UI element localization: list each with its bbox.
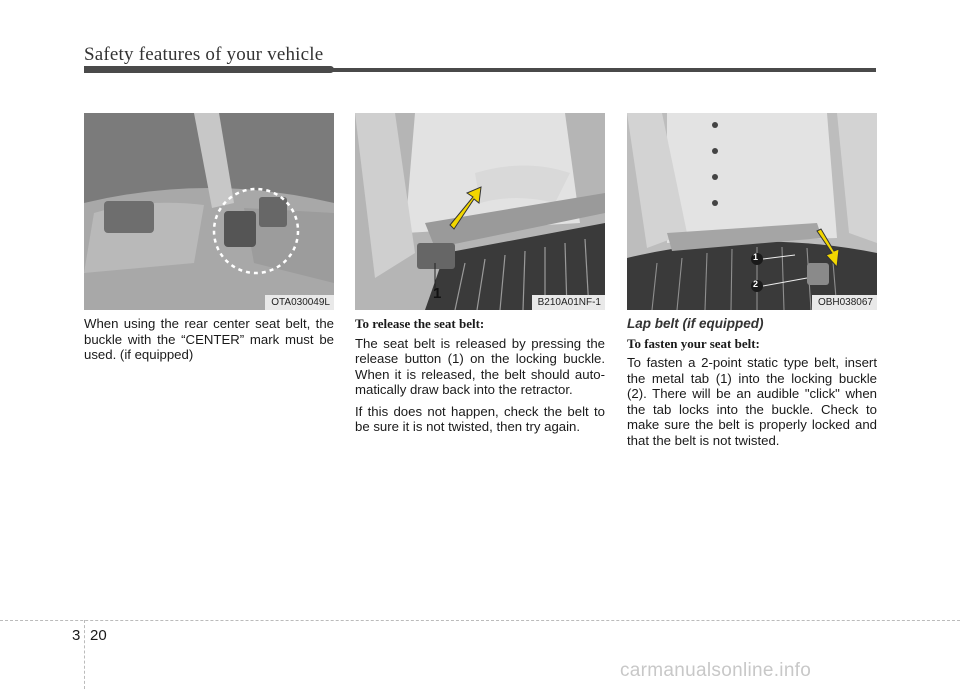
footer-divider bbox=[84, 620, 85, 689]
release-heading: To release the seat belt: bbox=[355, 316, 485, 331]
column-release-belt bbox=[355, 316, 605, 441]
lap-belt-illustration bbox=[627, 113, 877, 310]
callout-2: 2 bbox=[753, 279, 759, 289]
figure-lap-belt bbox=[627, 113, 877, 310]
figure-release-belt bbox=[355, 113, 605, 310]
page-number: 20 bbox=[90, 627, 107, 644]
figure-code: OTA030049L bbox=[265, 295, 334, 310]
buckle-illustration bbox=[84, 113, 334, 310]
footer-rule bbox=[0, 620, 960, 621]
release-paragraph-1: The seat belt is released by pressing the release button (1) on the locking buckle. When it is released, the belt should auto-matically draw back into the retractor. bbox=[355, 335, 605, 397]
watermark: carmanualsonline.info bbox=[620, 660, 812, 681]
lap-belt-section-title: Lap belt (if equipped) bbox=[627, 316, 764, 331]
column-lap-belt bbox=[627, 316, 877, 454]
release-illustration bbox=[355, 113, 605, 310]
center-belt-text: When using the rear center seat belt, the buckle with the “CENTER” mark must be used. (if equipped) bbox=[84, 316, 334, 362]
figure-code: B210A01NF-1 bbox=[532, 295, 605, 310]
figure-rear-center-buckle bbox=[84, 113, 334, 310]
figure-code: OBH038067 bbox=[812, 295, 877, 310]
release-paragraph-2: If this does not happen, check the belt to be sure it is not twisted, then try again. bbox=[355, 403, 605, 434]
header-rule bbox=[84, 68, 876, 72]
callout-1: 1 bbox=[433, 285, 442, 302]
fasten-heading: To fasten your seat belt: bbox=[627, 335, 760, 351]
callout-1: 1 bbox=[753, 252, 759, 262]
chapter-number: 3 bbox=[72, 627, 81, 644]
fasten-paragraph: To fasten a 2-point static type belt, insert the metal tab (1) into the locking buckle (2). There will be an audible "click" when the tab locks into the buckle. Check to make sure the belt is properly locked and that the belt is not twisted. bbox=[627, 355, 877, 448]
page-header-title: Safety features of your vehicle bbox=[84, 44, 324, 65]
column-center-belt bbox=[84, 316, 334, 369]
